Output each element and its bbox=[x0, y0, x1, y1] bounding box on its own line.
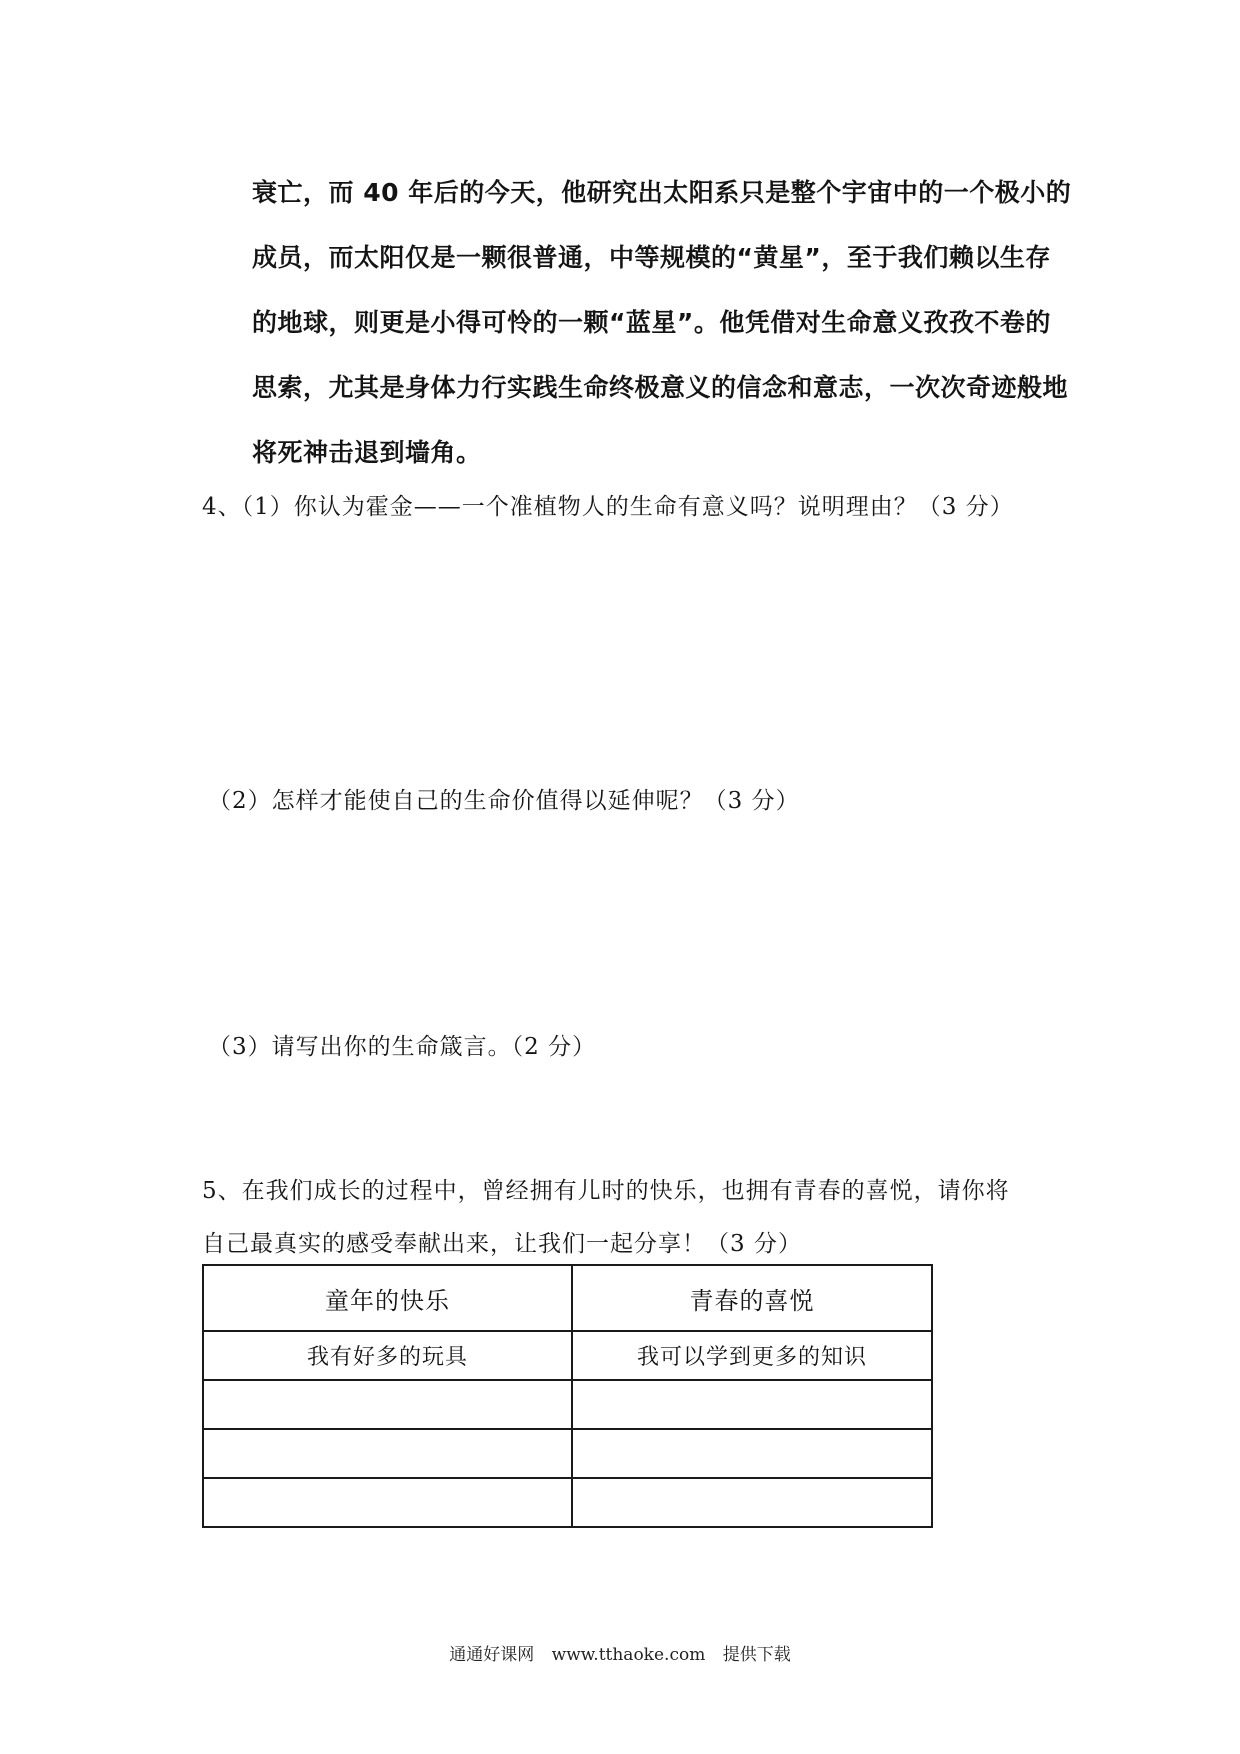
table-row bbox=[203, 1331, 932, 1380]
footer-site-name: 通通好课网 bbox=[449, 1645, 535, 1665]
table-header-row bbox=[203, 1265, 932, 1331]
question-5-line-1: 5、在我们成长的过程中，曾经拥有儿时的快乐，也拥有青春的喜悦，请你将 bbox=[202, 1178, 1010, 1204]
table-row bbox=[203, 1429, 932, 1478]
table-cell bbox=[572, 1478, 932, 1527]
header-childhood-joy: 童年的快乐 bbox=[203, 1265, 572, 1331]
table-cell bbox=[203, 1429, 572, 1478]
table-cell: 我可以学到更多的知识 bbox=[572, 1331, 932, 1380]
passage-line: 的地球，则更是小得可怜的一颗“蓝星”。他凭借对生命意义孜孜不卷的 bbox=[252, 308, 1051, 337]
page-footer bbox=[0, 1640, 1240, 1665]
passage-line: 衰亡，而 40 年后的今天，他研究出太阳系只是整个宇宙中的一个极小的 bbox=[252, 178, 1072, 207]
joy-answer-table bbox=[202, 1264, 933, 1528]
table-row bbox=[203, 1478, 932, 1527]
table-cell bbox=[572, 1429, 932, 1478]
passage-line: 思索，尤其是身体力行实践生命终极意义的信念和意志，一次次奇迹般地 bbox=[252, 373, 1069, 402]
table-cell bbox=[203, 1380, 572, 1429]
question-5-line-2: 自己最真实的感受奉献出来，让我们一起分享！（3 分） bbox=[202, 1231, 802, 1257]
header-youth-joy: 青春的喜悦 bbox=[572, 1265, 932, 1331]
question-4-part-1: 4、（1）你认为霍金——一个准植物人的生命有意义吗？说明理由？（3 分） bbox=[202, 494, 1014, 520]
table-cell bbox=[203, 1478, 572, 1527]
table-cell bbox=[572, 1380, 932, 1429]
footer-note: 提供下载 bbox=[722, 1645, 791, 1665]
question-4-part-2: （2）怎样才能使自己的生命价值得以延伸呢？（3 分） bbox=[208, 788, 800, 814]
passage-line: 成员，而太阳仅是一颗很普通，中等规模的“黄星”，至于我们赖以生存 bbox=[252, 243, 1051, 272]
question-4-part-3: （3）请写出你的生命箴言。（2 分） bbox=[208, 1034, 597, 1060]
table-row bbox=[203, 1380, 932, 1429]
passage-line: 将死神击退到墙角。 bbox=[252, 438, 482, 467]
table-cell: 我有好多的玩具 bbox=[203, 1331, 572, 1380]
reading-passage bbox=[252, 160, 1072, 485]
footer-url: www.tthaoke.com bbox=[551, 1645, 706, 1665]
